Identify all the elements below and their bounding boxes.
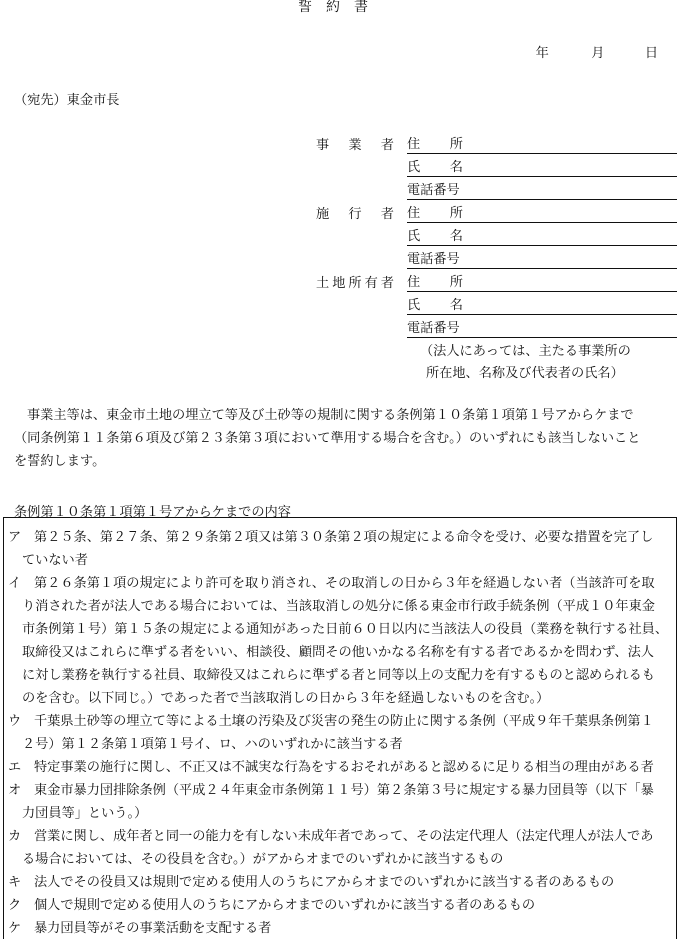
document-title: 誓約書	[298, 0, 382, 15]
item-line: り消された者が法人である場合においては、当該取消しの処分に係る東金市行政手続条例（平成１０年東金	[22, 599, 655, 614]
item-key: ク	[8, 898, 22, 913]
section-title: 条例第１０条第１項第１号アからケまでの内容	[14, 505, 291, 520]
statement-line: を誓約します。	[14, 454, 106, 469]
contractor-phone-field[interactable]	[407, 250, 677, 269]
party-label-landowner: 土地所有者	[316, 276, 394, 291]
item-line: 特定事業の施行に関し、不正又は不誠実な行為をするおそれがあると認めるに足りる相当の理由がある者	[34, 760, 654, 775]
field-label: 氏名	[407, 297, 463, 313]
item-key: エ	[8, 760, 22, 775]
pledge-statement	[14, 404, 680, 473]
business-name-field[interactable]	[407, 158, 677, 177]
party-label-business: 事業者	[316, 138, 394, 153]
corporate-note	[420, 341, 631, 385]
field-label: 電話番号	[407, 251, 460, 267]
item-line: 市条例第１号）第１５条の規定による通知があった日前６０日以内に当該法人の役員（業務を執行する社員、	[22, 622, 669, 637]
item-key: キ	[8, 875, 22, 890]
date-day: 日	[644, 46, 658, 61]
item-line: 東金市暴力団排除条例（平成２４年東金市条例第１１号）第２条第３号に規定する暴力団員等（以下「暴	[34, 783, 654, 798]
business-address-field[interactable]	[407, 135, 677, 154]
item-line: 個人で規則で定める使用人のうちにアからオまでのいずれかに該当する者のあるもの	[34, 898, 536, 913]
item-key: ア	[8, 530, 22, 545]
item-line: のを含む。以下同じ。）であった者で当該取消しの日から３年を経過しないものを含む。）	[22, 691, 550, 706]
business-phone-field[interactable]	[407, 181, 677, 200]
item-line: 第２６条第１項の規定により許可を取り消され、その取消しの日から３年を経過しない者（当該許可を取	[34, 576, 655, 591]
note-line: 所在地、名称及び代表者の氏名）	[426, 366, 624, 381]
field-label: 住所	[407, 205, 463, 221]
field-label: 住所	[407, 274, 463, 290]
item-key: ケ	[8, 921, 22, 936]
item-line: ２号）第１２条第１項第１号イ、ロ、ハのいずれかに該当する者	[22, 737, 403, 752]
item-line: 力団員等」という。）	[22, 806, 148, 821]
landowner-name-field[interactable]	[407, 296, 677, 315]
item-key: カ	[8, 829, 22, 844]
addressee: （宛先）東金市長	[14, 93, 120, 108]
landowner-phone-field[interactable]	[407, 319, 677, 338]
field-label: 住所	[407, 136, 463, 152]
item-line: 営業に関し、成年者と同一の能力を有しない未成年者であって、その法定代理人（法定代理人が法人であ	[34, 829, 654, 844]
statement-line: （同条例第１１条第６項及び第２３条第３項において準用する場合を含む。）のいずれにも該当しないこと	[14, 431, 641, 446]
item-line: 取締役又はこれらに準ずる者をいい、相談役、顧問その他いかなる名称を有する者であるかを問わず、法人	[22, 645, 654, 660]
note-line: （法人にあっては、主たる事業所の	[420, 344, 631, 359]
contractor-name-field[interactable]	[407, 227, 677, 246]
field-label: 氏名	[407, 159, 463, 175]
contractor-address-field[interactable]	[407, 204, 677, 223]
date-line	[536, 47, 658, 60]
statement-line: 事業主等は、東金市土地の埋立て等及び土砂等の規制に関する条例第１０条第１項第１号アからケまで	[27, 408, 634, 423]
item-line: ていない者	[22, 553, 88, 568]
item-key: オ	[8, 783, 22, 798]
item-line: 千葉県土砂等の埋立て等による土壌の汚染及び災害の発生の防止に関する条例（平成９年千葉県条例第１	[34, 714, 654, 729]
item-line: 第２５条、第２７条、第２９条第２項又は第３０条第２項の規定による命令を受け、必要な措置を完了し	[34, 530, 654, 545]
landowner-address-field[interactable]	[407, 273, 677, 292]
item-line: 暴力団員等がその事業活動を支配する者	[34, 921, 272, 936]
item-line: 法人でその役員又は規則で定める使用人のうちにアからオまでのいずれかに該当する者のあるもの	[34, 875, 615, 890]
item-key: ウ	[8, 714, 22, 729]
date-month: 月	[591, 46, 605, 61]
party-label-contractor: 施行者	[316, 207, 394, 222]
item-line: る場合においては、その役員を含む。）がアからオまでのいずれかに該当するもの	[22, 852, 504, 867]
field-label: 電話番号	[407, 320, 460, 336]
item-line: に対し業務を執行する社員、取締役又はこれらに準ずる者と同等以上の支配力を有するものと認められるも	[22, 668, 655, 683]
date-year: 年	[535, 46, 549, 61]
field-label: 氏名	[407, 228, 463, 244]
field-label: 電話番号	[407, 182, 460, 198]
item-key: イ	[8, 576, 22, 591]
